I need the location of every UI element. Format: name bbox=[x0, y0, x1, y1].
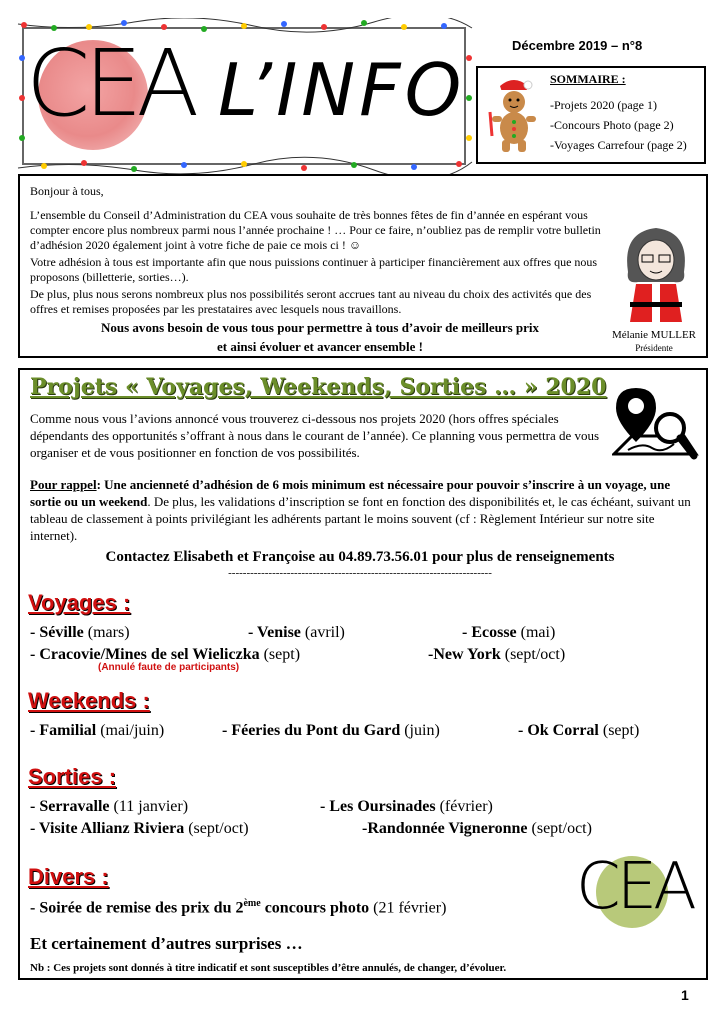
toc-item: -Projets 2020 (page 1) bbox=[550, 98, 657, 112]
signature-role: Présidente bbox=[635, 343, 673, 353]
voyage-item: -New York (sept/oct) bbox=[428, 646, 566, 663]
greeting-bold-line: et ainsi évoluer et avancer ensemble ! bbox=[216, 339, 424, 354]
disclaimer-note: Nb : Ces projets sont donnés à titre indicatif et sont susceptibles d’être annulés, de changer, d’évoluer. bbox=[30, 962, 507, 974]
sorties-heading: Sorties : bbox=[28, 764, 117, 789]
newsletter-title: L’INFO bbox=[218, 48, 466, 132]
gingerbread-icon bbox=[486, 76, 542, 156]
weekends-heading: Weekends : bbox=[28, 688, 150, 713]
weekend-item: - Ok Corral (sept) bbox=[518, 722, 640, 739]
sortie-item: - Visite Allianz Riviera (sept/oct) bbox=[30, 820, 249, 837]
surprise-line: Et certainement d’autres surprises … bbox=[30, 934, 303, 953]
voyages-heading: Voyages : bbox=[28, 590, 131, 615]
separator: ------------------------------------------------------------------------ bbox=[228, 567, 492, 579]
projects-reminder bbox=[30, 476, 696, 544]
divers-item: - Soirée de remise des prix du 2ème concours photo (21 février) bbox=[30, 898, 447, 917]
logo-text-small: CEA bbox=[576, 850, 693, 924]
voyage-item: - Venise (avril) bbox=[248, 624, 345, 641]
sortie-item: - Serravalle (11 janvier) bbox=[30, 798, 189, 815]
greeting-salutation: Bonjour à tous, bbox=[30, 184, 104, 198]
reminder-label: Pour rappel bbox=[30, 477, 97, 492]
cancellation-note: (Annulé faute de participants) bbox=[98, 662, 240, 673]
greeting-paragraph: De plus, plus nous serons nombreux plus nos possibilités seront accrues tant au niveau du choix des activités que des offres et remises proposées par les prestataires avec lesquels nous travaillons. bbox=[30, 287, 592, 316]
greeting-paragraph: Votre adhésion à tous est importante afin que nous puissions continuer à participer financièrement aux offres que nous proposons (billetterie, sorties…). bbox=[30, 255, 598, 284]
map-search-icon bbox=[612, 384, 700, 468]
weekend-item: - Familial (mai/juin) bbox=[30, 722, 165, 739]
reminder-rest: . De plus, les validations d’inscription se font en fonction des disponibilités et, le cas échéant, suivant un tableau de classement à points privilégiant les adhérents partant le moins souvent (cf : Règlement Intérieur sur notre site internet). bbox=[30, 494, 691, 543]
projects-title: Projets « Voyages, Weekends, Sorties … » 2020 bbox=[30, 374, 607, 400]
voyage-item: - Ecosse (mai) bbox=[462, 624, 556, 641]
projects-intro: Comme nous vous l’avions annoncé vous trouverez ci-dessous nos projets 2020 (hors offres spéciales dépendants des opportunités s’offrant à nous dans le courant de l’année). Ce planning vous permettra de vous organiser et de vous positionner en fonction de vos possibilités. bbox=[30, 411, 600, 460]
toc-item: -Voyages Carrefour (page 2) bbox=[550, 138, 687, 152]
greeting-bold-line: Nous avons besoin de vous tous pour permettre à tous d’avoir de meilleurs prix bbox=[100, 320, 540, 335]
signature-name: Mélanie MULLER bbox=[611, 329, 696, 341]
logo-text: CEA bbox=[26, 30, 194, 137]
page-number: 1 bbox=[681, 987, 689, 1003]
voyage-item: - Séville (mars) bbox=[30, 624, 130, 641]
sortie-item: -Randonnée Vigneronne (sept/oct) bbox=[362, 820, 592, 837]
toc-item: -Concours Photo (page 2) bbox=[550, 118, 674, 132]
reminder-bold: : Une ancienneté d’adhésion de 6 mois minimum est nécessaire pour pouvoir s’inscrire à un voyage, une sortie ou un weekend bbox=[30, 477, 671, 509]
greeting-bold-message bbox=[30, 318, 610, 356]
weekend-item: - Féeries du Pont du Gard (juin) bbox=[222, 722, 440, 739]
toc-title: SOMMAIRE : bbox=[550, 72, 626, 86]
greeting-paragraph: L’ensemble du Conseil d’Administration du CEA vous souhaite de très bonnes fêtes de fin d’année en espérant vous compter encore plus nombreux parmi nous l’année prochaine ! … Pour ce faire, n’oubliez pas de remplir votre bulletin d’adhésion 2020 également joint à votre fiche de paie ce mois ci ! ☺ bbox=[30, 208, 601, 252]
issue-date: Décembre 2019 – n°8 bbox=[512, 38, 643, 53]
sortie-item: - Les Oursinades (février) bbox=[320, 798, 493, 815]
divers-heading: Divers : bbox=[28, 864, 109, 889]
president-avatar-icon bbox=[614, 222, 698, 326]
voyage-item: - Cracovie/Mines de sel Wieliczka (sept) bbox=[30, 646, 301, 663]
contact-line: Contactez Elisabeth et Françoise au 04.89.73.56.01 pour plus de renseignements bbox=[105, 549, 615, 565]
